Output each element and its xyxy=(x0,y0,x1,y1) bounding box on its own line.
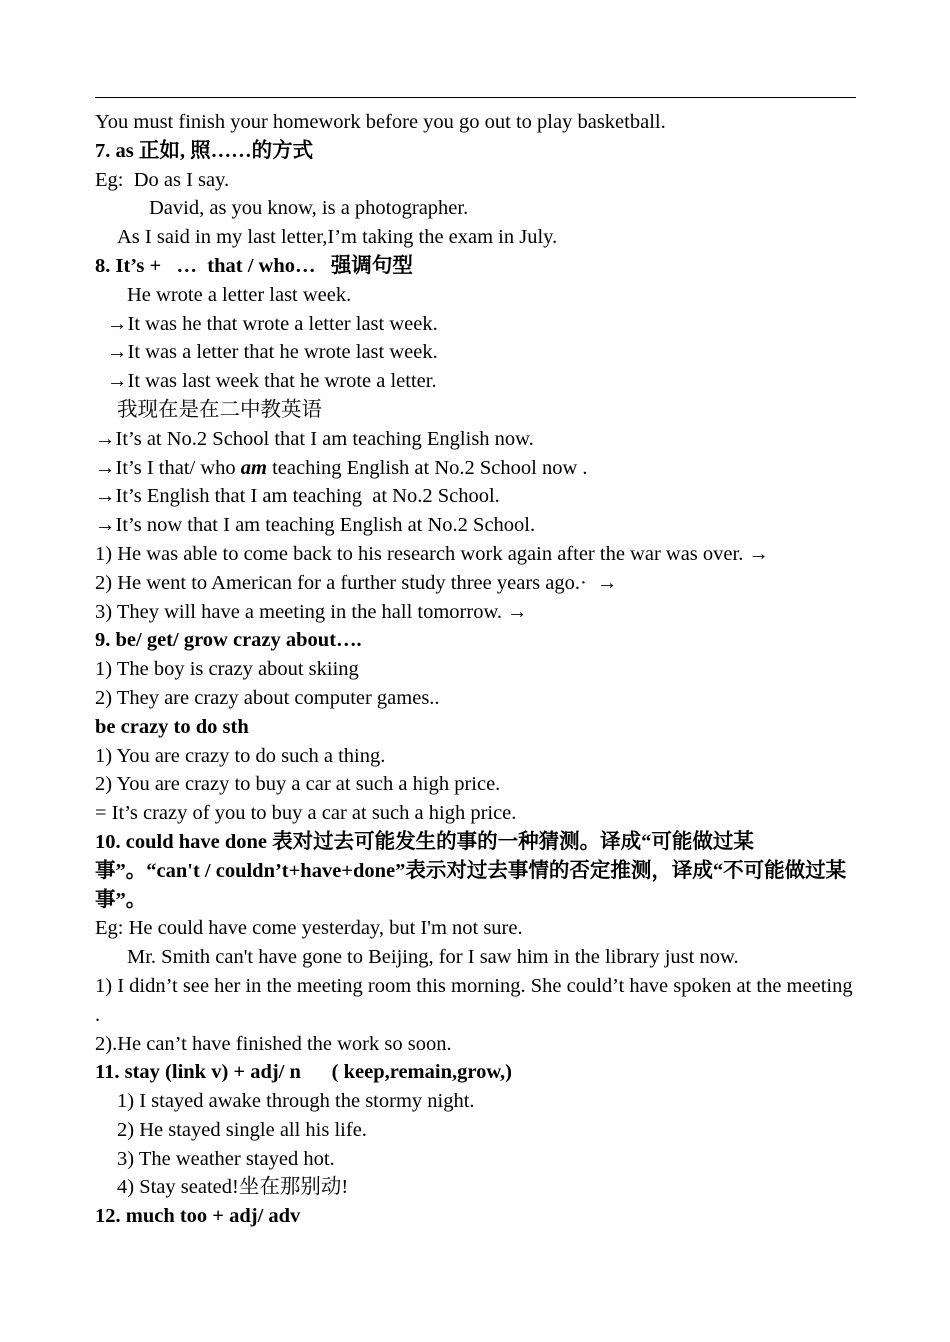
example-line: Eg: Do as I say. xyxy=(95,168,230,191)
example-line: 2) He stayed single all his life. xyxy=(117,1118,367,1141)
example-line: →It’s at No.2 School that I am teaching English now. xyxy=(95,427,534,450)
example-line: →It’s English that I am teaching at No.2 School. xyxy=(95,485,500,508)
example-line: Mr. Smith can't have gone to Beijing, for I saw him in the library just now. xyxy=(127,946,739,969)
example-line: →It was he that wrote a letter last week. xyxy=(107,312,438,335)
header-rule xyxy=(95,97,856,98)
section-heading-12: 12. much too + adj/ adv xyxy=(95,1205,301,1228)
example-line: 4) Stay seated!坐在那别动! xyxy=(117,1176,349,1199)
exercise-line: 2) He went to American for a further study three years ago.· → xyxy=(95,571,618,594)
text-segment: teaching English at No.2 School now . xyxy=(266,456,588,479)
exercise-line: 1) He was able to come back to his research work again after the war was over. → xyxy=(95,542,769,565)
example-line: As I said in my last letter,I’m taking the exam in July. xyxy=(117,226,558,249)
section-heading-11: 11. stay (link v) + adj/ n ( keep,remain,grow,) xyxy=(95,1061,512,1084)
text-line: You must finish your homework before you go out to play basketball. xyxy=(95,111,666,133)
example-line: 2).He can’t have finished the work so soon. xyxy=(95,1032,452,1055)
section-heading-7: 7. as 正如, 照……的方式 xyxy=(95,139,314,162)
example-line: 1) You are crazy to do such a thing. xyxy=(95,744,386,767)
section-heading-9: 9. be/ get/ grow crazy about…. xyxy=(95,629,362,652)
document-page xyxy=(95,97,856,1231)
example-line: →It was a letter that he wrote last week. xyxy=(107,341,438,364)
exercise-line: 3) They will have a meeting in the hall tomorrow. → xyxy=(95,600,528,623)
text-segment: →It’s I that/ who xyxy=(95,456,241,479)
example-line: →It’s now that I am teaching English at No.2 School. xyxy=(95,514,536,537)
subheading: be crazy to do sth xyxy=(95,715,249,738)
chinese-example-line: 我现在是在二中教英语 xyxy=(117,398,322,421)
emphasized-word: am xyxy=(240,456,267,479)
example-line: David, as you know, is a photographer. xyxy=(149,197,469,220)
example-line: →It was last week that he wrote a letter. xyxy=(107,370,437,393)
example-line: 1) The boy is crazy about skiing xyxy=(95,658,359,681)
example-line: = It’s crazy of you to buy a car at such a high price. xyxy=(95,802,517,825)
example-line: 3) The weather stayed hot. xyxy=(117,1147,335,1170)
example-line: 1) I stayed awake through the stormy night. xyxy=(117,1090,475,1113)
example-line: Eg: He could have come yesterday, but I'm not sure. xyxy=(95,917,523,940)
example-line: 1) I didn’t see her in the meeting room this morning. She could’t have spoken at the meeting . xyxy=(95,974,853,1026)
section-heading-10: 10. could have done 表对过去可能发生的事的一种猜测。译成“可能做过某事”。“can't / couldn’t+have+done”表示对过去事情的否定推测，译成“不可能做过某事”。 xyxy=(95,830,847,911)
example-line: He wrote a letter last week. xyxy=(127,283,352,306)
example-line xyxy=(95,454,856,483)
example-line: 2) They are crazy about computer games.. xyxy=(95,686,440,709)
section-heading-8: 8. It’s + … that / who… 强调句型 xyxy=(95,254,413,277)
example-line: 2) You are crazy to buy a car at such a high price. xyxy=(95,773,501,796)
